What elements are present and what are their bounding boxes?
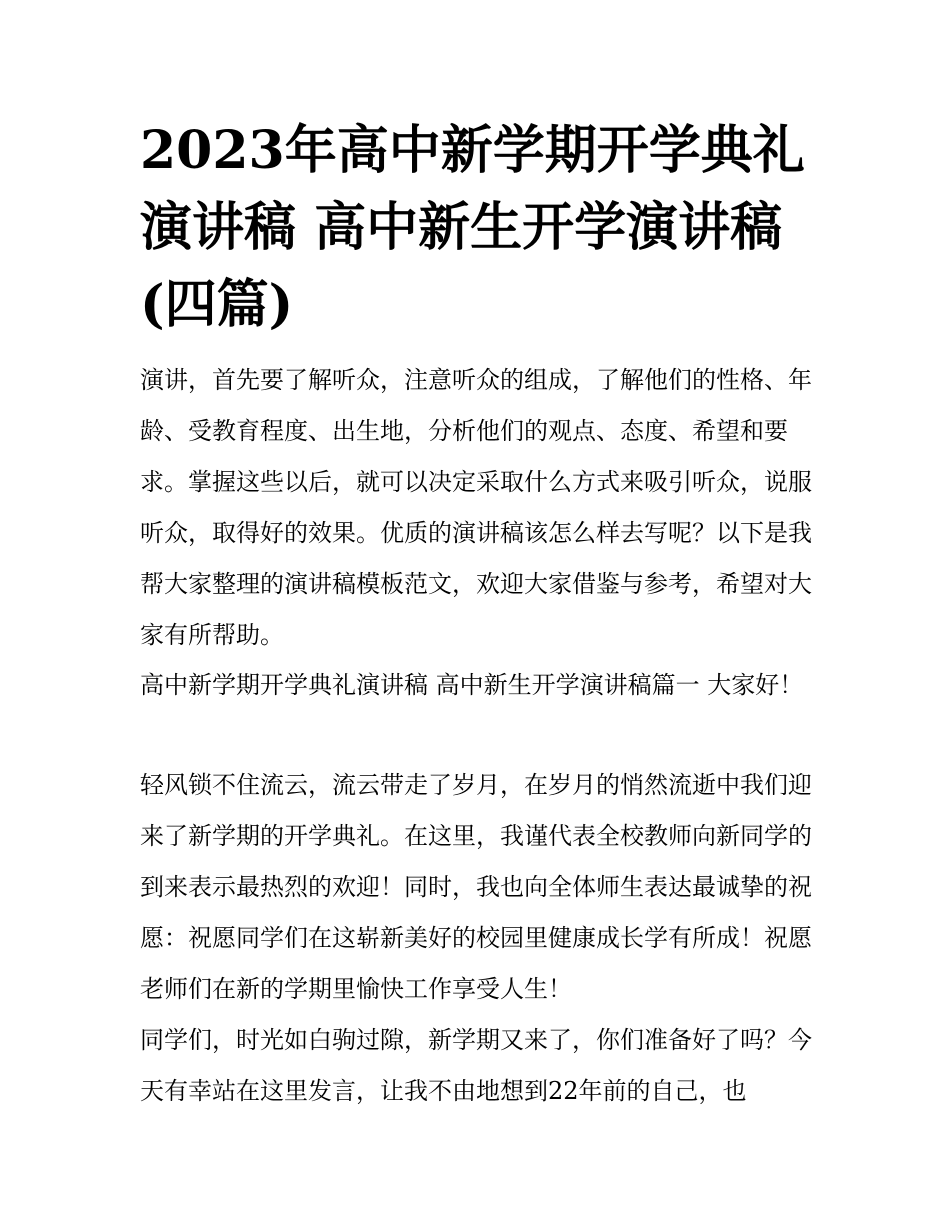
welcome-paragraph: 同学们，时光如白驹过隙，新学期又来了，你们准备好了吗？今天有幸站在这里发言，让我不由地想到22年前的自己，也 <box>140 1026 812 1105</box>
greeting-paragraph: 轻风锁不住流云，流云带走了岁月，在岁月的悄然流逝中我们迎来了新学期的开学典礼。在这里，我谨代表全校教师向新同学的到来表示最热烈的欢迎！同时，我也向全体师生表达最诚挚的祝愿：祝愿同学们在这崭新美好的校园里健康成长学有所成！祝愿老师们在新的学期里愉快工作享受人生！ <box>140 771 812 1003</box>
intro-paragraph: 演讲，首先要了解听众，注意听众的组成，了解他们的性格、年龄、受教育程度、出生地，分析他们的观点、态度、希望和要求。掌握这些以后，就可以决定采取什么方式来吸引听众，说服听众，取得好的效果。优质的演讲稿该怎么样去写呢？以下是我帮大家整理的演讲稿模板范文，欢迎大家借鉴与参考，希望对大家有所帮助。 <box>140 366 812 649</box>
document-title: 2023年高中新学期开学典礼演讲稿 高中新生开学演讲稿(四篇) <box>140 120 805 335</box>
section-heading-paragraph: 高中新学期开学典礼演讲稿 高中新生开学演讲稿篇一 大家好！ <box>140 671 804 699</box>
